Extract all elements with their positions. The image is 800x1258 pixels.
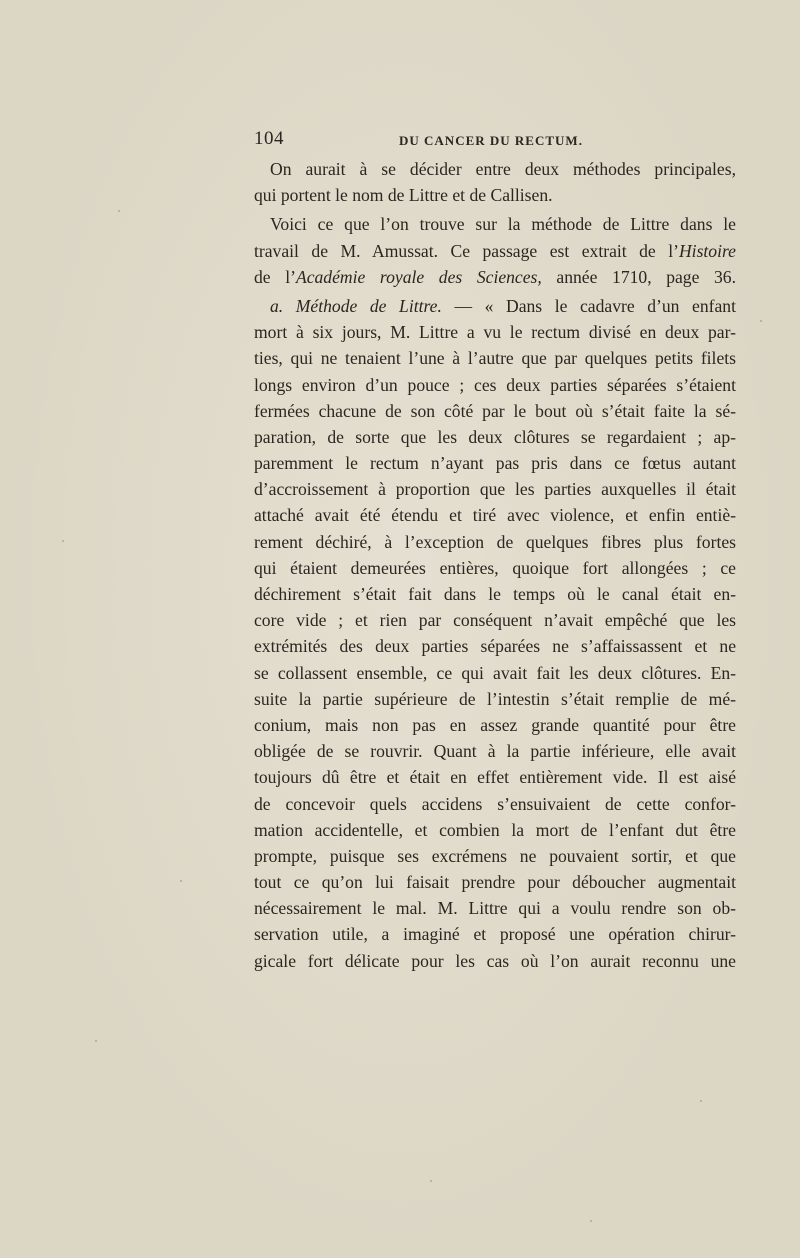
text-line (254, 238, 736, 264)
paper-speck (118, 210, 120, 212)
text-line: gicale fort délicate pour les cas où l’on aurait reconnu une (254, 950, 736, 971)
text-line (254, 264, 736, 290)
text-line: On aurait à se décider entre deux méthodes principales, (270, 159, 736, 179)
text-run: de l’ (254, 266, 296, 287)
page-header (254, 128, 714, 156)
body-text (254, 156, 736, 974)
text-line: déchirement s’était fait dans le temps où le canal était en- (254, 584, 736, 604)
text-line: prompte, puisque ses excrémens ne pouvaient sortir, et que (254, 845, 736, 866)
text-line: core vide ; et rien par conséquent n’avait empêché que les (254, 610, 736, 631)
text-line: qui portent le nom de Littre et de Callisen. (254, 185, 553, 206)
text-line: extrémités des deux parties séparées ne s’affaissassent et ne (254, 636, 736, 657)
text-run: année 1710, page 36. (556, 266, 736, 287)
text-run: — « Dans le cadavre d’un enfant (454, 295, 736, 316)
text-line: paremment le rectum n’ayant pas pris dans ce fœtus autant (254, 453, 736, 474)
paper-speck (430, 1180, 432, 1182)
text-line: servation utile, a imaginé et proposé une opération chirur- (254, 924, 736, 945)
paper-speck (760, 320, 762, 322)
text-line: toujours dû être et était en effet entièrement vide. Il est aisé (254, 767, 736, 788)
text-line: qui étaient demeurées entières, quoique fort allongées ; ce (254, 557, 736, 578)
text-line: mort à six jours, M. Littre a vu le rectum divisé en deux par- (254, 322, 736, 343)
text-line: rement déchiré, à l’exception de quelques fibres plus fortes (254, 531, 736, 552)
text-line: ties, qui ne tenaient l’une à l’autre que par quelques petits filets (254, 348, 736, 369)
text-line: de concevoir quels accidens s’ensuivaient de cette confor- (254, 793, 736, 814)
text-line: suite la partie supérieure de l’intestin s’était remplie de mé- (254, 688, 736, 709)
italic-title-histoire: Histoire (678, 240, 736, 261)
text-line: longs environ d’un pouce ; ces deux parties séparées s’étaient (254, 374, 736, 395)
paper-speck (95, 1040, 97, 1042)
page-number: 104 (254, 128, 284, 149)
paper-speck (62, 540, 64, 542)
text-line: se collassent ensemble, ce qui avait fait les deux clôtures. En- (254, 662, 736, 683)
text-line: tout ce qu’on lui faisait prendre pour déboucher augmentait (254, 872, 736, 893)
text-line: d’accroissement à proportion que les parties auxquelles il était (254, 479, 736, 500)
text-line: obligée de se rouvrir. Quant à la partie inférieure, elle avait (254, 741, 736, 762)
text-line: paration, de sorte que les deux clôtures se regardaient ; ap- (254, 426, 736, 447)
text-line (254, 293, 736, 319)
text-line: Voici ce que l’on trouve sur la méthode de Littre dans le (270, 214, 736, 235)
text-line: fermées chacune de son côté par le bout où s’était faite la sé- (254, 400, 736, 421)
paper-speck (180, 880, 182, 882)
running-head: DU CANCER DU RECTUM. (399, 133, 583, 148)
text-run: travail de M. Amussat. Ce passage est extrait de l’ (254, 240, 679, 261)
text-line: mation accidentelle, et combien la mort de l’enfant dut être (254, 819, 736, 840)
italic-title-academie: Académie royale des Sciences, (295, 266, 542, 287)
text-line: attaché avait été étendu et tiré avec violence, et enfin entiè- (254, 505, 736, 526)
section-heading: a. Méthode de Littre. (270, 295, 442, 316)
text-line: nécessairement le mal. M. Littre qui a voulu rendre son ob- (254, 898, 736, 919)
paper-speck (590, 1220, 592, 1222)
paper-speck (700, 1100, 702, 1102)
text-line: conium, mais non pas en assez grande quantité pour être (254, 714, 736, 735)
